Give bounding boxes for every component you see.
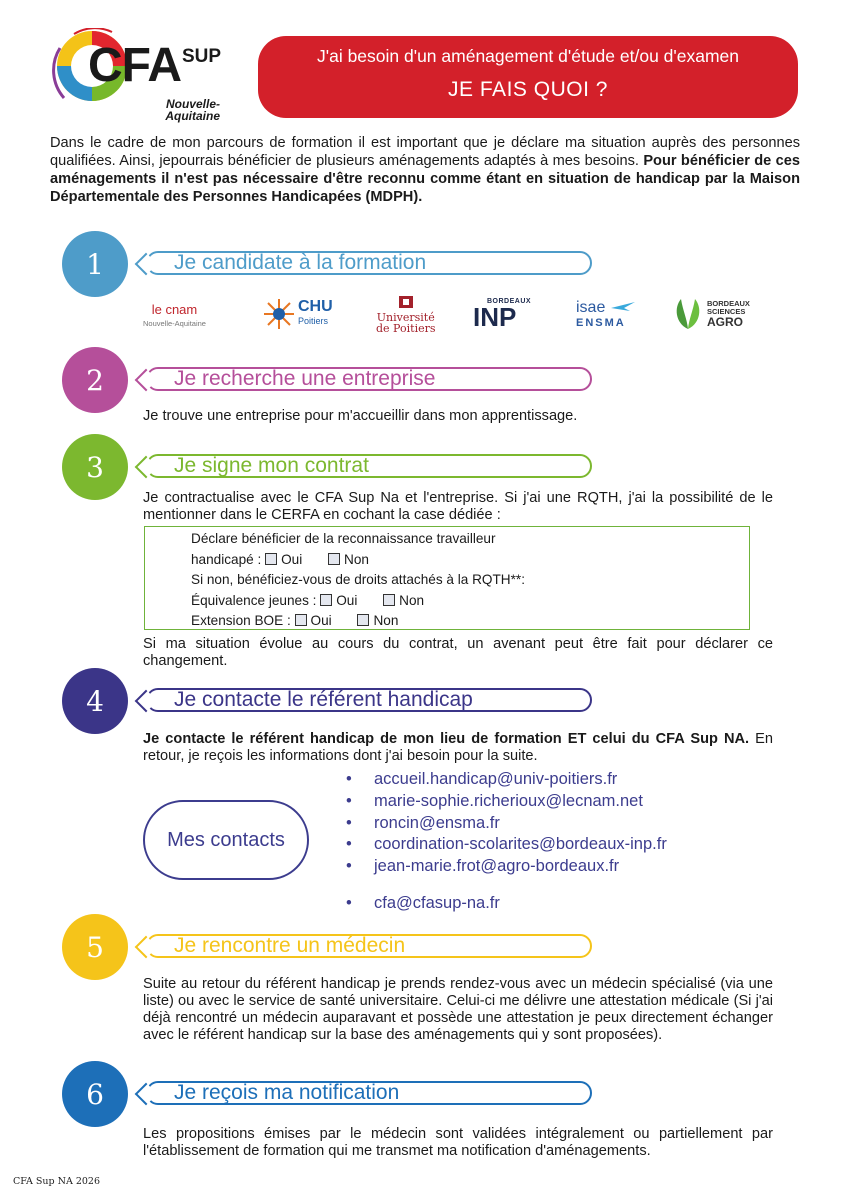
partner-agro-logo <box>673 296 750 332</box>
cfa-sup-logo <box>52 28 242 130</box>
step-4-text <box>143 731 773 765</box>
step-4-number: 4 <box>62 668 128 734</box>
logo-region: Nouvelle-Aquitaine <box>165 97 220 123</box>
contact-email[interactable]: • jean-marie.frot@agro-bordeaux.fr <box>348 857 619 876</box>
intro-paragraph <box>50 134 800 206</box>
agro-l2: SCIENCES <box>707 307 746 316</box>
isae-name: isae <box>576 299 606 316</box>
partner-inp-logo <box>473 296 531 332</box>
step-6-text: Les propositions émises par le médecin sont validées intégralement ou partiellement par l'établissement de formation qui me transmet ma notification d'aménagements. <box>143 1126 773 1159</box>
step-6-title: Je reçois ma notification <box>146 1081 592 1105</box>
logo-cfa: CFA <box>88 39 181 92</box>
step-3-after: Si ma situation évolue au cours du contrat, un avenant peut être fait pour déclarer ce changement. <box>143 636 773 669</box>
inp-big: INP <box>473 301 517 332</box>
logo-sup: SUP <box>182 46 222 67</box>
label-oui: Oui <box>281 552 303 567</box>
label-oui: Oui <box>310 613 332 628</box>
cerfa-line-3: Si non, bénéficiez-vous de droits attachés à la RQTH**: <box>191 572 525 587</box>
checkbox-rqth-non[interactable] <box>328 553 340 565</box>
checkbox-boe-oui[interactable] <box>295 614 307 626</box>
contact-email[interactable]: • marie-sophie.richerioux@lecnam.net <box>348 792 643 811</box>
partner-chu-logo <box>262 296 333 332</box>
cerfa-label-handicape: handicapé : <box>191 552 262 567</box>
partner-up-logo <box>376 296 436 335</box>
step-6-number: 6 <box>62 1061 128 1127</box>
agro-l1: BORDEAUX <box>707 299 750 308</box>
intro-bold: Pour bénéficier de ces aménagements il n'est pas nécessaire d'être reconnu comme étant en situation de handicap par la Maison Départementale des Personnes Handicapées (MDPH). <box>50 153 801 205</box>
cerfa-line-1: Déclare bénéficier de la reconnaissance travailleur <box>191 531 496 546</box>
title-banner <box>258 36 798 118</box>
checkbox-equivalence-non[interactable] <box>383 594 395 606</box>
cnam-name: le cnam <box>151 301 198 317</box>
step-3-title: Je signe mon contrat <box>146 454 592 478</box>
step-5-text: Suite au retour du référent handicap je prends rendez-vous avec un médecin spécialisé (via une liste) ou avec le service de santé universitaire. Celui-ci me délivre une attestation médicale (Si j'ai déjà rencontré un médecin auparavant et possède une attestation je peux directement échanger avec le référent handicap sur la base des aménagements qui y sont proposées). <box>143 976 773 1043</box>
cerfa-line-5 <box>191 613 398 628</box>
up-crest-icon <box>396 294 416 310</box>
step-2-title: Je recherche une entreprise <box>146 367 592 391</box>
partner-cnam-logo <box>143 296 206 332</box>
step-5-number: 5 <box>62 914 128 980</box>
inp-small: BORDEAUX <box>487 297 532 305</box>
cnam-sub: Nouvelle-Aquitaine <box>143 318 206 328</box>
label-non: Non <box>344 552 369 567</box>
step-4-rest: En retour, je reçois les informations dont j'ai besoin pour la suite. <box>143 731 774 764</box>
step-4-bold: Je contacte le référent handicap de mon lieu de formation ET celui du CFA Sup NA. <box>143 731 750 747</box>
contact-email[interactable]: • coordination-scolarites@bordeaux-inp.fr <box>348 835 667 854</box>
banner-subtitle: J'ai besoin d'un aménagement d'étude et/ou d'examen <box>317 46 739 66</box>
label-oui: Oui <box>336 593 358 608</box>
cerfa-box <box>144 526 750 630</box>
partner-isae-logo <box>576 296 636 332</box>
cerfa-label-equivalence: Équivalence jeunes : <box>191 593 317 608</box>
step-3-number: 3 <box>62 434 128 500</box>
label-non: Non <box>399 593 425 608</box>
up-line1: Université <box>376 311 435 324</box>
chu-star-icon <box>262 297 296 331</box>
label-non: Non <box>373 613 399 628</box>
intro-text: Dans le cadre de mon parcours de formation il est important que je déclare ma situation auprès des personnes qualifiées. Ainsi, jepourrais bénéficier de plusieurs aménagements adaptés à mes besoins. <box>50 135 800 169</box>
cfa-contact-email[interactable]: • cfa@cfasup-na.fr <box>348 894 500 913</box>
checkbox-boe-non[interactable] <box>357 614 369 626</box>
isae-ensma: ENSMA <box>576 317 626 329</box>
agro-leaf-icon <box>673 297 703 331</box>
cerfa-label-boe: Extension BOE : <box>191 613 291 628</box>
agro-l3: AGRO <box>707 315 743 329</box>
step-5-title: Je rencontre un médecin <box>146 934 592 958</box>
chu-name: CHU <box>298 298 333 315</box>
step-3-text: Je contractualise avec le CFA Sup Na et l'entreprise. Si j'ai une RQTH, j'ai la possibilité de le mentionner dans le CERFA en cochant la case dédiée : <box>143 490 773 523</box>
step-2-number: 2 <box>62 347 128 413</box>
contact-email[interactable]: • roncin@ensma.fr <box>348 814 500 833</box>
contact-email[interactable]: • accueil.handicap@univ-poitiers.fr <box>348 770 617 789</box>
footer-text: CFA Sup NA 2026 <box>13 1176 101 1187</box>
step-1-title: Je candidate à la formation <box>146 251 592 275</box>
step-2-text: Je trouve une entreprise pour m'accueillir dans mon apprentissage. <box>143 408 578 424</box>
banner-title: JE FAIS QUOI ? <box>448 78 608 101</box>
chu-sub: Poitiers <box>298 316 329 326</box>
isae-plane-icon <box>610 300 636 312</box>
contacts-label: Mes contacts <box>143 800 309 880</box>
up-line2: de Poitiers <box>376 322 436 335</box>
checkbox-rqth-oui[interactable] <box>265 553 277 565</box>
step-4-title: Je contacte le référent handicap <box>146 688 592 712</box>
checkbox-equivalence-oui[interactable] <box>320 594 332 606</box>
step-1-number: 1 <box>62 231 128 297</box>
cerfa-line-4 <box>191 593 424 608</box>
cerfa-line-2 <box>191 552 369 567</box>
